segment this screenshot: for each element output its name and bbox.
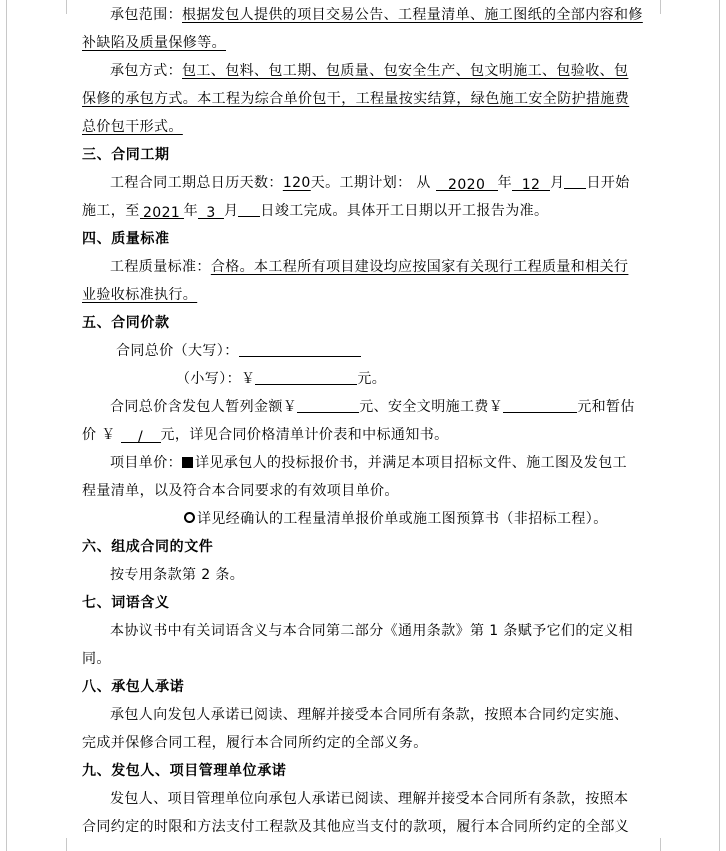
year-char: 年 <box>497 175 513 191</box>
month-char: 月 <box>224 203 239 219</box>
price-detail-text: 元，详见合同价格清单计价表和中标通知书。 <box>160 427 449 443</box>
unit-price-option-2 <box>184 509 608 529</box>
end-month-value: 3 <box>206 205 216 221</box>
price-big-field <box>239 341 361 357</box>
price-big-line <box>116 341 361 361</box>
method-line-1 <box>110 61 628 81</box>
total-days-value: 120 <box>282 175 311 191</box>
price-detail-line-1 <box>110 397 635 417</box>
section-heading: 四、质量标准 <box>82 231 170 247</box>
quality-text: 合格。本工程所有项目建设均应按国家有关现行工程质量和相关行 <box>210 259 629 275</box>
schedule-text: 日竣工完成。具体开工日期以开工报告为准。 <box>260 203 549 219</box>
end-month-field <box>198 203 224 219</box>
end-year-value: 2021 <box>142 205 181 221</box>
price-small-field <box>255 369 357 385</box>
schedule-text: 天。工期计划： 从 <box>310 175 431 191</box>
method-line-2 <box>82 89 629 109</box>
method-line-3 <box>82 117 183 137</box>
start-month-value: 12 <box>521 177 541 193</box>
schedule-text: 施工，至 <box>82 203 140 219</box>
page-border-right <box>719 0 720 851</box>
checked-square-icon <box>182 457 193 468</box>
estimate-field <box>121 427 161 443</box>
price-small-line <box>176 369 386 389</box>
month-char: 月 <box>550 175 565 191</box>
start-year-field <box>436 175 498 191</box>
section-heading: 六、组成合同的文件 <box>82 539 214 555</box>
contractor-promise-line-2: 完成并保修合同工程，履行本合同所约定的全部义务。 <box>82 735 428 751</box>
safety-fee-field <box>503 397 577 413</box>
terms-line-2: 同。 <box>82 651 111 667</box>
section-heading: 五、合同价款 <box>82 315 170 331</box>
price-detail-text: 合同总价含发包人暂列金额￥ <box>110 399 298 415</box>
price-detail-text: 元、安全文明施工费￥ <box>359 399 504 415</box>
method-label: 承包方式： <box>110 63 182 79</box>
employer-promise-line-2: 合同约定的时限和方法支付工程款及其他应当支付的款项，履行本合同所约定的全部义 <box>82 819 630 835</box>
estimate-value: / <box>137 429 144 445</box>
scope-line-2 <box>82 33 226 53</box>
quality-line-1 <box>110 257 628 277</box>
margin-mark <box>66 838 67 851</box>
method-text: 包工、包料、包工期、包质量、包安全生产、包文明施工、包验收、包 <box>182 63 629 79</box>
price-big-label: 合同总价（大写）： <box>116 343 239 359</box>
price-detail-line-2 <box>82 425 449 445</box>
unit-price-line-1 <box>110 453 627 473</box>
schedule-line-1 <box>110 173 630 193</box>
quality-line-2 <box>82 285 197 305</box>
scope-line-1 <box>110 5 643 25</box>
page-border-left <box>6 0 7 851</box>
margin-mark <box>66 0 67 14</box>
method-text-end: 总价包干形式。 <box>82 119 183 135</box>
end-year-field <box>140 203 184 219</box>
schedule-text: 日开始 <box>586 175 630 191</box>
terms-line-1: 本协议书中有关词语含义与本合同第二部分《通用条款》第 1 条赋予它们的定义相 <box>110 623 634 639</box>
contractor-promise-line-1: 承包人向发包人承诺已阅读、理解并接受本合同所有条款，按照本合同约定实施、 <box>110 707 629 723</box>
scope-label: 承包范围： <box>110 7 182 23</box>
unit-price-label: 项目单价： <box>110 455 182 471</box>
price-detail-text: 价 ￥ <box>82 427 116 443</box>
documents-line: 按专用条款第 2 条。 <box>110 567 245 583</box>
end-day-field <box>238 201 260 217</box>
section-heading: 九、发包人、项目管理单位承诺 <box>82 763 287 779</box>
option-2-text: 详见经确认的工程量清单报价单或施工图预算书（非招标工程）。 <box>197 511 608 527</box>
price-small-label: （小写）：￥ <box>176 371 256 387</box>
section-heading: 八、承包人承诺 <box>82 679 185 695</box>
unit-price-text-cont: 程量清单，以及符合本合同要求的有效项目单价。 <box>82 483 399 499</box>
margin-mark <box>660 0 661 14</box>
start-day-field <box>564 173 586 189</box>
price-detail-text: 元和暂估 <box>577 399 635 415</box>
scope-text-cont: 补缺陷及质量保修等。 <box>82 35 226 51</box>
scope-text: 根据发包人提供的项目交易公告、工程量清单、施工图纸的全部内容和修 <box>182 7 643 23</box>
start-year-value: 2020 <box>448 177 486 193</box>
section-heading: 三、合同工期 <box>82 147 170 163</box>
schedule-text: 工程合同工期总日历天数： <box>110 175 283 191</box>
schedule-line-2 <box>82 201 548 221</box>
unit-price-line-2 <box>82 481 399 501</box>
quality-text-cont: 业验收标准执行。 <box>82 287 198 303</box>
radio-option-icon <box>184 512 195 523</box>
section-heading: 七、词语含义 <box>82 595 170 611</box>
employer-promise-line-1: 发包人、项目管理单位向承包人承诺已阅读、理解并接受本合同所有条款，按照本 <box>110 791 629 807</box>
price-small-unit: 元。 <box>357 371 387 387</box>
year-char: 年 <box>183 203 199 219</box>
start-month-field <box>512 175 550 191</box>
method-text-cont: 保修的承包方式。本工程为综合单价包干，工程量按实结算，绿色施工安全防护措施费 <box>82 91 630 107</box>
unit-price-text: 详见承包人的投标报价书，并满足本项目招标文件、施工图及发包工 <box>195 455 627 471</box>
margin-mark <box>660 838 661 851</box>
provisional-sum-field <box>297 397 359 413</box>
quality-label: 工程质量标准： <box>110 259 211 275</box>
